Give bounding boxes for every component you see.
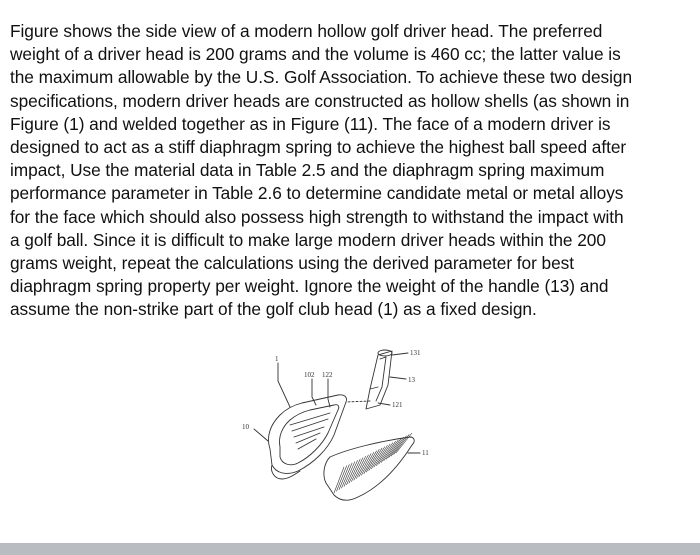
face-groove-line	[361, 452, 374, 475]
bottom-scroll-bar	[0, 543, 700, 555]
golf-driver-exploded-figure	[230, 345, 440, 525]
golf-head-drawing	[230, 345, 440, 525]
label-shell: 1	[275, 355, 279, 363]
face-groove-line	[386, 438, 401, 459]
head-shell-rim	[279, 405, 338, 465]
problem-line: designed to act as a stiff diaphragm spring to achieve the highest ball speed after	[10, 137, 627, 158]
face-groove-line	[364, 451, 377, 474]
problem-line: grams weight, repeat the calculations using the derived parameter for best	[10, 253, 575, 274]
problem-line: the maximum allowable by the U.S. Golf Association. To achieve these two design	[10, 67, 633, 88]
problem-line: a golf ball. Since it is difficult to make large modern driver heads within the 200	[10, 229, 606, 250]
problem-line: assume the non-strike part of the golf club head (1) as a fixed design.	[10, 299, 537, 320]
problem-line: diaphragm spring property per weight. Ignore the weight of the handle (13) and	[10, 276, 609, 297]
face-groove-line	[394, 434, 410, 454]
label-body: 10	[242, 423, 249, 431]
problem-line: for the face which should also possess high strength to withstand the impact with	[10, 206, 624, 227]
label-hosel-top: 131	[410, 349, 421, 357]
label-hosel-base: 121	[392, 401, 403, 409]
problem-line: Figure (1) and welded together as in Figure (11). The face of a modern driver is	[10, 113, 611, 134]
label-hosel: 13	[408, 376, 415, 384]
face-groove-line	[396, 433, 412, 453]
label-inner-b: 122	[322, 371, 333, 379]
label-inner-a: 102	[304, 371, 315, 379]
face-groove-line	[359, 453, 371, 477]
face-plate-outline	[324, 437, 414, 500]
problem-statement	[10, 20, 696, 322]
face-grooves	[334, 433, 412, 493]
problem-line: specifications, modern driver heads are constructed as hollow shells (as shown in	[10, 90, 630, 111]
hosel-outline	[366, 351, 392, 409]
face-groove-line	[366, 449, 379, 472]
problem-line: impact, Use the material data in Table 2.5 and the diaphragm spring maximum	[10, 160, 605, 181]
problem-line: weight of a driver head is 200 grams and the volume is 460 cc; the latter value is	[10, 44, 621, 65]
head-shell-outline	[268, 395, 346, 474]
problem-line: performance parameter in Table 2.6 to determine candidate metal or metal alloys	[10, 183, 624, 204]
label-face: 11	[422, 449, 429, 457]
problem-line: Figure shows the side view of a modern hollow golf driver head. The preferred	[10, 21, 603, 41]
